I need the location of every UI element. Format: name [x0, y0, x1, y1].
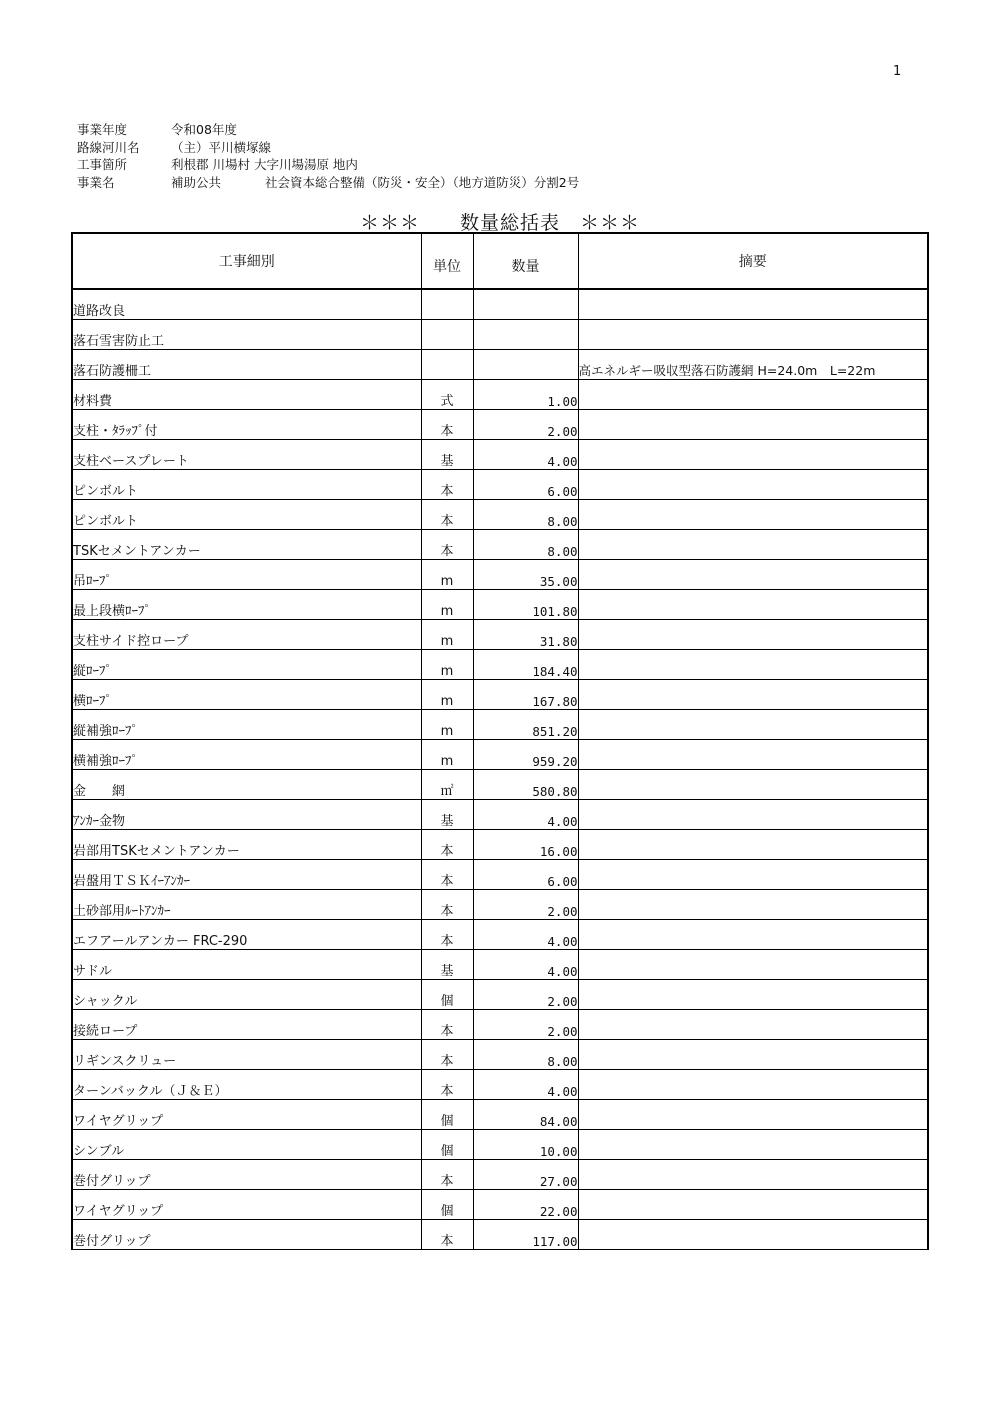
remarks-cell [578, 919, 928, 949]
page-number: 1 [893, 64, 902, 79]
item-name-cell: シンブル [72, 1129, 421, 1159]
table-row [72, 889, 928, 919]
table-row [72, 289, 928, 319]
item-name-cell: シャックル [72, 979, 421, 1009]
item-name-cell: 材料費 [72, 379, 421, 409]
remarks-cell [578, 1189, 928, 1219]
remarks-cell [578, 1039, 928, 1069]
header-work-item: 工事細別 [72, 233, 421, 289]
table-row [72, 409, 928, 439]
remarks-cell [578, 1129, 928, 1159]
meta-value: 令和08年度 [171, 122, 237, 137]
quantity-cell: 27.00 [473, 1159, 578, 1189]
unit-cell: 本 [421, 469, 473, 499]
table-row [72, 1129, 928, 1159]
table-row [72, 1159, 928, 1189]
table-row [72, 649, 928, 679]
unit-cell: m [421, 649, 473, 679]
item-name-cell: TSKセメントアンカー [72, 529, 421, 559]
unit-cell: m [421, 589, 473, 619]
quantity-cell: 2.00 [473, 409, 578, 439]
remarks-cell [578, 829, 928, 859]
item-name-cell: サドル [72, 949, 421, 979]
item-name-cell: 横ﾛｰﾌﾟ [72, 679, 421, 709]
remarks-cell [578, 619, 928, 649]
remarks-cell: 高エネルギー吸収型落石防護網 H=24.0m L=22m [578, 349, 928, 379]
remarks-cell [578, 1009, 928, 1039]
document-title: ＊＊＊ 数量総括表 ＊＊＊ [359, 212, 640, 234]
unit-cell: 基 [421, 949, 473, 979]
item-name-cell: ピンボルト [72, 499, 421, 529]
remarks-cell [578, 559, 928, 589]
quantity-cell: 22.00 [473, 1189, 578, 1219]
table-row [72, 439, 928, 469]
quantity-cell: 851.20 [473, 709, 578, 739]
item-name-cell: ターンバックル（Ｊ＆Ｅ） [72, 1069, 421, 1099]
table-row [72, 589, 928, 619]
table-row [72, 739, 928, 769]
unit-cell: 基 [421, 799, 473, 829]
item-name-cell: 最上段横ﾛｰﾌﾟ [72, 589, 421, 619]
item-name-cell: 金 網 [72, 769, 421, 799]
item-name-cell: 岩盤用ＴＳＫｲｰｱﾝｶｰ [72, 859, 421, 889]
item-name-cell: 支柱ベースプレート [72, 439, 421, 469]
item-name-cell: 土砂部用ﾙｰﾄｱﾝｶｰ [72, 889, 421, 919]
item-name-cell: 縦ﾛｰﾌﾟ [72, 649, 421, 679]
table-row [72, 979, 928, 1009]
quantity-cell: 117.00 [473, 1219, 578, 1249]
table-row [72, 349, 928, 379]
table-row [72, 829, 928, 859]
unit-cell: m [421, 559, 473, 589]
unit-cell: m [421, 739, 473, 769]
item-name-cell: 吊ﾛｰﾌﾟ [72, 559, 421, 589]
item-name-cell: 落石防護柵工 [72, 349, 421, 379]
unit-cell: 個 [421, 979, 473, 1009]
unit-cell: 本 [421, 829, 473, 859]
quantity-cell: 959.20 [473, 739, 578, 769]
remarks-cell [578, 1219, 928, 1249]
unit-cell: 本 [421, 1219, 473, 1249]
remarks-cell [578, 469, 928, 499]
quantity-cell: 4.00 [473, 949, 578, 979]
quantity-cell: 35.00 [473, 559, 578, 589]
quantity-cell: 184.40 [473, 649, 578, 679]
item-name-cell: エフアールアンカー FRC-290 [72, 919, 421, 949]
header-remarks: 摘要 [578, 233, 928, 289]
quantity-cell: 10.00 [473, 1129, 578, 1159]
unit-cell: ㎡ [421, 769, 473, 799]
table-row [72, 709, 928, 739]
quantity-cell: 2.00 [473, 1009, 578, 1039]
meta-label: 路線河川名 [77, 139, 140, 155]
table-row [72, 1069, 928, 1099]
quantity-cell: 6.00 [473, 859, 578, 889]
item-name-cell: ｱﾝｶｰ金物 [72, 799, 421, 829]
item-name-cell: 縦補強ﾛｰﾌﾟ [72, 709, 421, 739]
unit-cell: m [421, 679, 473, 709]
meta-row-project-name [77, 174, 579, 192]
header-quantity: 数量 [473, 233, 578, 289]
quantity-cell: 1.00 [473, 379, 578, 409]
meta-label: 事業年度 [77, 122, 128, 137]
remarks-cell [578, 949, 928, 979]
unit-cell: 本 [421, 889, 473, 919]
item-name-cell: 巻付グリップ [72, 1159, 421, 1189]
unit-cell: 個 [421, 1099, 473, 1129]
table-row [72, 769, 928, 799]
quantity-cell: 8.00 [473, 499, 578, 529]
table-row [72, 859, 928, 889]
table-row [72, 799, 928, 829]
quantity-cell: 2.00 [473, 979, 578, 1009]
quantity-cell: 580.80 [473, 769, 578, 799]
item-name-cell: ピンボルト [72, 469, 421, 499]
remarks-cell [578, 709, 928, 739]
table-row [72, 1189, 928, 1219]
header-unit: 単位 [421, 233, 473, 289]
remarks-cell [578, 769, 928, 799]
table-row [72, 379, 928, 409]
table-row [72, 949, 928, 979]
remarks-cell [578, 319, 928, 349]
unit-cell: 本 [421, 859, 473, 889]
remarks-cell [578, 739, 928, 769]
remarks-cell [578, 499, 928, 529]
quantity-cell: 6.00 [473, 469, 578, 499]
item-name-cell: 道路改良 [72, 289, 421, 319]
quantity-cell: 84.00 [473, 1099, 578, 1129]
item-name-cell: 支柱・ﾀﾗｯﾌﾟ付 [72, 409, 421, 439]
project-info [77, 121, 579, 191]
remarks-cell [578, 409, 928, 439]
item-name-cell: 横補強ﾛｰﾌﾟ [72, 739, 421, 769]
remarks-cell [578, 529, 928, 559]
item-name-cell: 支柱サイド控ロープ [72, 619, 421, 649]
unit-cell: m [421, 619, 473, 649]
meta-row-fiscal-year [77, 121, 579, 139]
remarks-cell [578, 1099, 928, 1129]
remarks-cell [578, 799, 928, 829]
meta-value: 補助公共 [171, 174, 222, 190]
meta-value: （主）平川横塚線 [171, 139, 272, 155]
remarks-cell [578, 889, 928, 919]
table-row [72, 679, 928, 709]
quantity-cell [473, 349, 578, 379]
unit-cell: 個 [421, 1189, 473, 1219]
remarks-cell [578, 589, 928, 619]
unit-cell: 本 [421, 1069, 473, 1099]
unit-cell: 本 [421, 529, 473, 559]
quantity-cell [473, 289, 578, 319]
quantity-cell: 2.00 [473, 889, 578, 919]
unit-cell [421, 319, 473, 349]
table-row [72, 559, 928, 589]
table-header-row [72, 233, 928, 289]
meta-value: 利根郡 川場村 大字川場湯原 地内 [171, 157, 358, 172]
quantity-cell: 8.00 [473, 1039, 578, 1069]
meta-label: 工事箇所 [77, 157, 128, 172]
quantity-cell: 4.00 [473, 919, 578, 949]
remarks-cell [578, 379, 928, 409]
quantity-cell: 101.80 [473, 589, 578, 619]
table-body [72, 289, 928, 1249]
remarks-cell [578, 289, 928, 319]
unit-cell: 本 [421, 1159, 473, 1189]
table-row [72, 919, 928, 949]
quantity-summary-table [71, 232, 929, 1250]
table-row [72, 1219, 928, 1249]
item-name-cell: リギンスクリュー [72, 1039, 421, 1069]
unit-cell: 本 [421, 919, 473, 949]
quantity-cell: 8.00 [473, 529, 578, 559]
table-row [72, 529, 928, 559]
meta-label: 事業名 [77, 174, 115, 190]
unit-cell: 本 [421, 409, 473, 439]
table-row [72, 469, 928, 499]
remarks-cell [578, 439, 928, 469]
unit-cell: m [421, 709, 473, 739]
meta-value-secondary: 社会資本総合整備（防災・安全）（地方道防災）分割2号 [265, 174, 580, 190]
remarks-cell [578, 649, 928, 679]
unit-cell: 本 [421, 1009, 473, 1039]
quantity-cell: 16.00 [473, 829, 578, 859]
unit-cell: 本 [421, 499, 473, 529]
meta-row-route [77, 139, 579, 157]
remarks-cell [578, 859, 928, 889]
meta-row-location [77, 156, 579, 174]
unit-cell: 本 [421, 1039, 473, 1069]
quantity-cell: 4.00 [473, 799, 578, 829]
table-row [72, 1099, 928, 1129]
item-name-cell: 岩部用TSKセメントアンカー [72, 829, 421, 859]
unit-cell: 式 [421, 379, 473, 409]
item-name-cell: 巻付グリップ [72, 1219, 421, 1249]
item-name-cell: 落石雪害防止工 [72, 319, 421, 349]
unit-cell: 基 [421, 439, 473, 469]
quantity-cell: 167.80 [473, 679, 578, 709]
unit-cell: 個 [421, 1129, 473, 1159]
quantity-cell: 4.00 [473, 439, 578, 469]
unit-cell [421, 289, 473, 319]
item-name-cell: ワイヤグリップ [72, 1189, 421, 1219]
table-row [72, 1039, 928, 1069]
remarks-cell [578, 979, 928, 1009]
remarks-cell [578, 1159, 928, 1189]
item-name-cell: 接続ロープ [72, 1009, 421, 1039]
table-row [72, 619, 928, 649]
item-name-cell: ワイヤグリップ [72, 1099, 421, 1129]
unit-cell [421, 349, 473, 379]
table-row [72, 319, 928, 349]
quantity-cell: 31.80 [473, 619, 578, 649]
table-row [72, 499, 928, 529]
quantity-cell [473, 319, 578, 349]
remarks-cell [578, 1069, 928, 1099]
quantity-cell: 4.00 [473, 1069, 578, 1099]
table-row [72, 1009, 928, 1039]
remarks-cell [578, 679, 928, 709]
